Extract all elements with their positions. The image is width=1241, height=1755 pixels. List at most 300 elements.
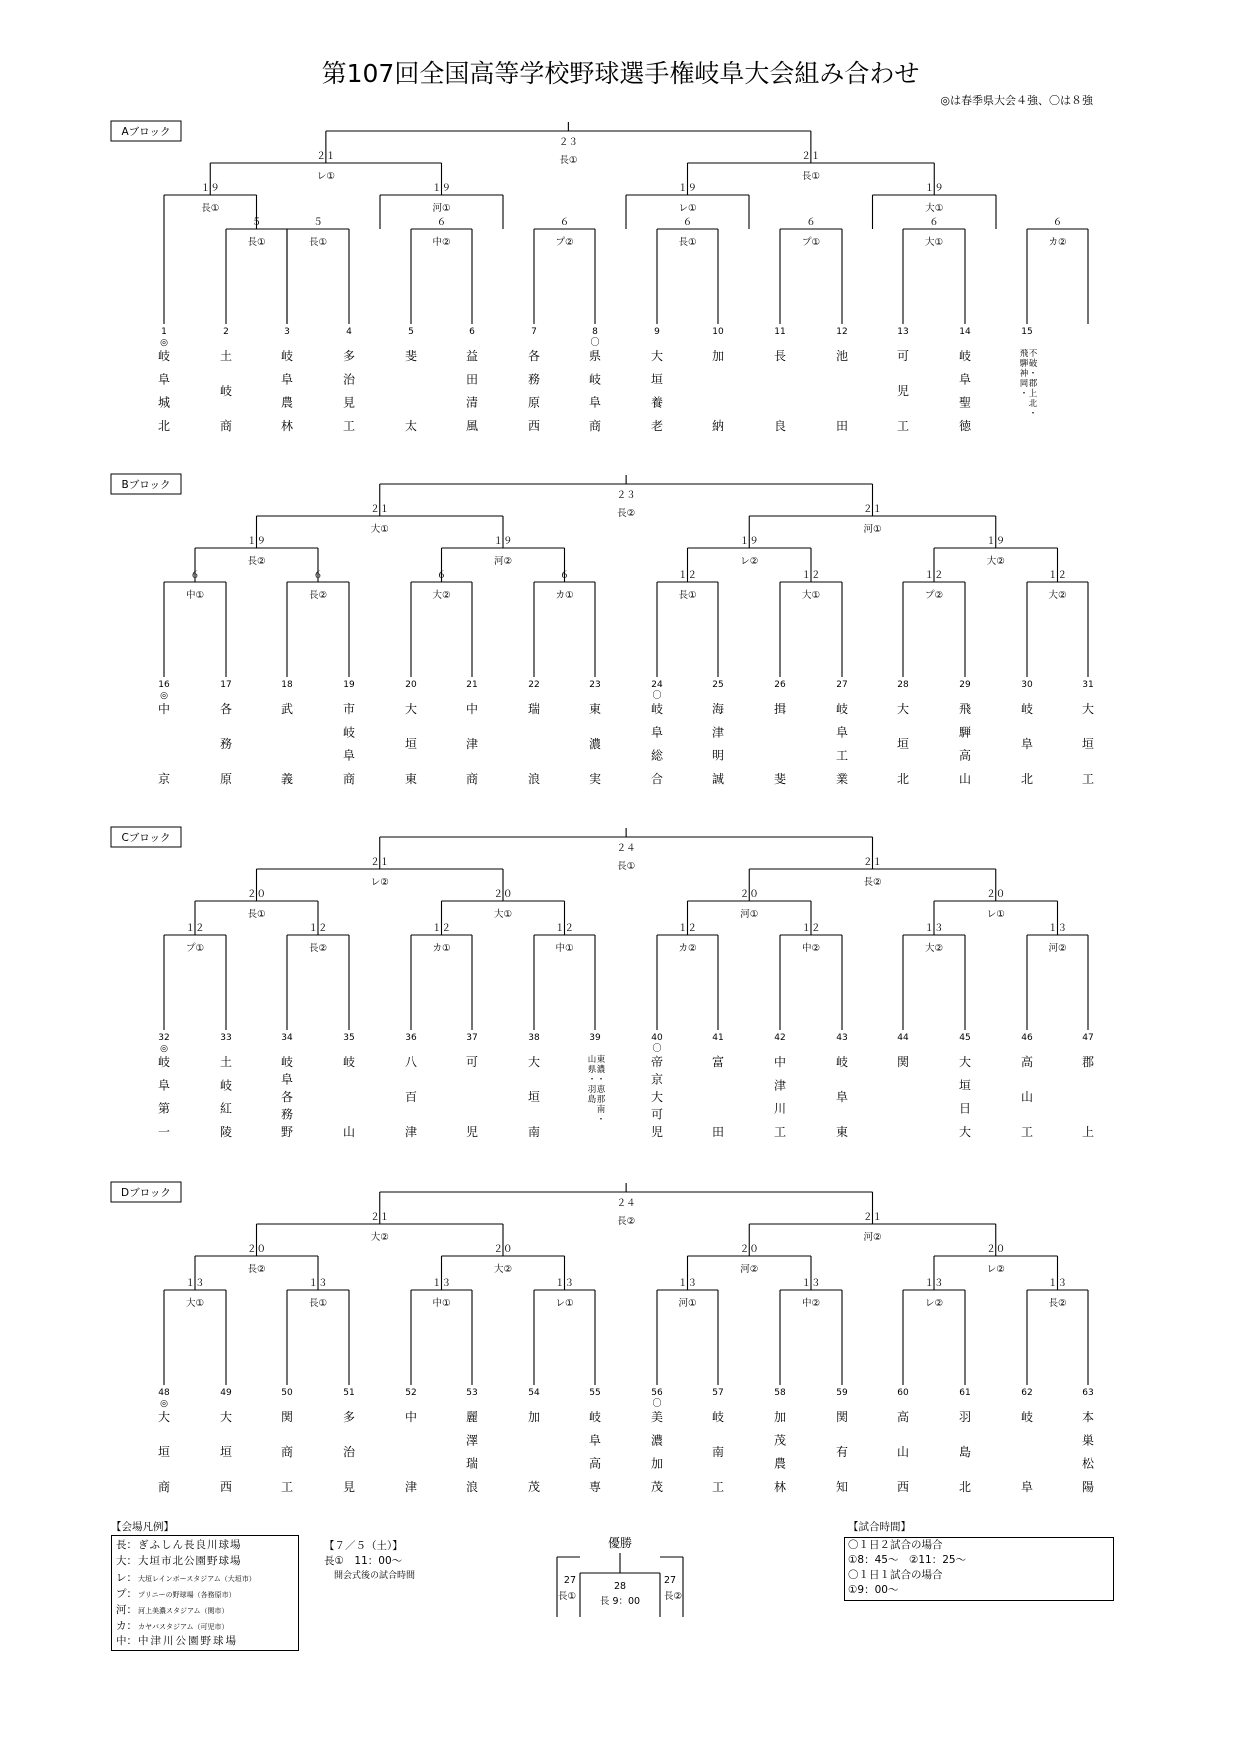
semifinal-date: ２１ xyxy=(801,151,821,162)
team-name-char: 濃 xyxy=(650,1433,664,1448)
team-name-char: 揖 xyxy=(773,702,787,716)
team-name-char: 海 xyxy=(711,702,725,716)
team-name-char: 見 xyxy=(342,395,356,410)
round2-date: ６ xyxy=(559,570,570,581)
round3-date: ２０ xyxy=(246,1244,267,1255)
team-name-char: 一 xyxy=(157,1125,171,1139)
team-number: 33 xyxy=(220,1033,232,1043)
team-name-char: 田 xyxy=(465,372,479,387)
team-number: 4 xyxy=(346,327,352,337)
team-name-char: 岐 xyxy=(1020,702,1034,716)
round2-date: ６ xyxy=(559,217,570,228)
round3-date: １９ xyxy=(924,183,944,194)
team-name-char: 澤 xyxy=(465,1433,479,1448)
round2-date: ６ xyxy=(806,217,816,228)
team-number: 13 xyxy=(897,327,909,337)
round3-venue: 長② xyxy=(247,1264,266,1275)
venue-item: 大：大垣市北公園野球場 xyxy=(116,1555,242,1567)
block-label: Bブロック xyxy=(121,479,171,491)
team-name-char: 茂 xyxy=(650,1480,664,1494)
champ-final-venue: 長 9：00 xyxy=(599,1596,641,1607)
round2-venue: 大① xyxy=(801,590,821,601)
championship-label: 優勝 xyxy=(607,1536,633,1550)
team-number: 14 xyxy=(959,327,971,337)
team-name-char: 土 xyxy=(219,349,233,363)
times-line: 〇１日２試合の場合 xyxy=(848,1539,943,1551)
team-name-char: 阜 xyxy=(835,1090,849,1104)
team-name-char: 岐 xyxy=(588,372,602,387)
team-name-char: 西 xyxy=(527,419,541,433)
round2-venue: 長① xyxy=(308,1298,328,1309)
team-name-char: 東 xyxy=(835,1125,849,1139)
round3-venue: 河① xyxy=(432,203,451,214)
team-name-char: 東 xyxy=(588,702,602,716)
team-name-char: 各 xyxy=(219,702,233,716)
team-name-char: 北 xyxy=(157,419,171,433)
round2-date: １３ xyxy=(677,1278,698,1289)
semifinal-date: ２１ xyxy=(862,504,883,515)
semifinal-venue: レ② xyxy=(370,877,389,888)
team-name-char: 商 xyxy=(465,772,479,786)
team-name-char: 業 xyxy=(835,772,849,786)
team-name-char: 阜 xyxy=(157,372,171,387)
team-number: 37 xyxy=(466,1033,478,1043)
venue-legend-heading: 【会場凡例】 xyxy=(111,1521,174,1533)
team-number: 60 xyxy=(897,1388,909,1398)
round2-venue: カ① xyxy=(432,943,451,954)
team-name-char: 垣 xyxy=(650,372,664,387)
semifinal-date: ２１ xyxy=(370,857,390,868)
team-name-char: 瑞 xyxy=(465,1456,479,1471)
team-number: 39 xyxy=(589,1033,601,1043)
team-name-char: 瑞 xyxy=(527,702,541,716)
team-number: 55 xyxy=(589,1388,601,1398)
team-name-char: 城 xyxy=(157,395,171,410)
team-name-char: 北 xyxy=(896,772,910,786)
team-name-char: 郡 xyxy=(1081,1055,1095,1069)
team-name-char: 島 xyxy=(587,1095,597,1105)
team-name-char: 上 xyxy=(1028,389,1038,399)
team-name-char: 工 xyxy=(835,748,849,763)
team-number: 43 xyxy=(836,1033,848,1043)
team-name-char: 山 xyxy=(958,772,972,786)
seed-note: ◎は春季県大会４強、〇は８強 xyxy=(940,94,1093,107)
round2-date: ５ xyxy=(313,217,323,228)
round3-venue: 長② xyxy=(247,556,266,567)
team-number: 52 xyxy=(405,1388,417,1398)
semifinal-date: ２１ xyxy=(316,151,336,162)
team-name-char: 巣 xyxy=(1081,1433,1095,1448)
team-name-char: 知 xyxy=(835,1480,849,1494)
team-name-char: 阜 xyxy=(1020,1480,1034,1494)
round2-date: ６ xyxy=(929,217,939,228)
round3-venue: 河② xyxy=(493,556,513,567)
team-name-char: 農 xyxy=(280,395,294,410)
team-number: 54 xyxy=(528,1388,540,1398)
team-name-char: 騨 xyxy=(958,725,972,740)
round2-date: ５ xyxy=(251,217,262,228)
team-number: 12 xyxy=(836,327,848,337)
team-name-char: ・ xyxy=(1019,389,1029,399)
team-name-char: 京 xyxy=(157,772,171,786)
round2-venue: レ① xyxy=(555,1298,574,1309)
block-label: Dブロック xyxy=(121,1187,171,1199)
team-name-char: 垣 xyxy=(1081,737,1095,751)
round2-date: ６ xyxy=(682,217,693,228)
round2-date: １２ xyxy=(431,923,452,934)
team-name-char: 帝 xyxy=(650,1055,664,1069)
round3-venue: 大② xyxy=(493,1264,513,1275)
team-number: 47 xyxy=(1082,1033,1094,1043)
team-name-char: 飛 xyxy=(1019,349,1029,359)
team-name-char: 北 xyxy=(1028,399,1038,409)
team-name-char: 岐 xyxy=(157,1055,171,1069)
team-number: 44 xyxy=(897,1033,909,1043)
team-number: 48 xyxy=(158,1388,170,1398)
team-name-char: 大 xyxy=(219,1410,233,1424)
semifinal-venue: 河② xyxy=(863,1232,882,1243)
round2-venue: 長① xyxy=(308,237,328,248)
team-name-char: 大 xyxy=(157,1410,171,1424)
team-name-char: 岐 xyxy=(280,1055,294,1069)
round3-date: ２０ xyxy=(739,1244,759,1255)
team-name-char: 原 xyxy=(219,772,233,786)
team-name-char: 岡 xyxy=(1019,379,1029,389)
team-name-char: ・ xyxy=(596,1075,606,1085)
team-name-char: 県 xyxy=(587,1065,597,1075)
times-line: ①9：00～ xyxy=(848,1584,899,1596)
team-number: 46 xyxy=(1021,1033,1033,1043)
team-name-char: 徳 xyxy=(958,419,972,433)
team-number: 15 xyxy=(1021,327,1033,337)
team-name-char: 百 xyxy=(404,1090,418,1104)
team-name-char: 島 xyxy=(958,1445,972,1459)
team-name-char: 津 xyxy=(465,737,479,751)
team-name-char: 斐 xyxy=(773,772,787,786)
team-name-char: 岐 xyxy=(711,1410,725,1424)
team-name-char: 岐 xyxy=(588,1410,602,1424)
team-name-char: 市 xyxy=(342,702,356,716)
team-number: 9 xyxy=(654,327,660,337)
team-name-char: 加 xyxy=(711,349,725,363)
semifinal-venue: 河① xyxy=(863,524,882,535)
team-name-char: 中 xyxy=(157,702,171,716)
round2-date: １３ xyxy=(431,1278,452,1289)
final-date: ２３ xyxy=(558,137,578,148)
round2-date: １３ xyxy=(1047,923,1068,934)
team-name-char: 児 xyxy=(896,384,910,398)
team-name-char: 各 xyxy=(280,1090,294,1104)
team-name-char: 清 xyxy=(465,395,479,410)
team-number: 50 xyxy=(281,1388,293,1398)
venue-item: 河：河上美濃スタジアム（関市） xyxy=(116,1604,229,1616)
team-name-char: 南 xyxy=(527,1125,541,1139)
team-name-char: 羽 xyxy=(958,1410,972,1424)
team-number: 11 xyxy=(774,327,786,337)
round2-venue: 大② xyxy=(1048,590,1067,601)
team-number: 6 xyxy=(469,327,475,337)
team-name-char: 日 xyxy=(958,1101,972,1116)
round2-venue: 中② xyxy=(801,943,821,954)
team-name-char: 田 xyxy=(711,1125,725,1139)
round3-date: ２０ xyxy=(986,889,1006,900)
final-venue: 長② xyxy=(617,508,636,519)
team-name-char: 浪 xyxy=(465,1480,479,1494)
round2-venue: 河② xyxy=(1048,943,1067,954)
round3-date: １９ xyxy=(246,536,267,547)
team-name-char: 林 xyxy=(280,419,294,433)
round2-venue: 大② xyxy=(432,590,451,601)
team-number: 34 xyxy=(281,1033,293,1043)
champ-right-venue: 長② xyxy=(664,1591,683,1602)
round3-date: ２０ xyxy=(739,889,759,900)
seed-mark: ◎ xyxy=(160,338,168,348)
team-name-char: 林 xyxy=(773,1480,787,1494)
round2-venue: 中② xyxy=(432,237,451,248)
round3-venue: 河① xyxy=(740,909,759,920)
venue-item: レ：大垣レインボースタジアム（大垣市） xyxy=(116,1572,256,1584)
team-number: 61 xyxy=(959,1388,971,1398)
team-name-char: 不 xyxy=(1028,349,1038,359)
team-number: 22 xyxy=(528,680,540,690)
round2-venue: 中① xyxy=(185,590,205,601)
team-name-char: 実 xyxy=(588,772,602,786)
team-name-char: 恵 xyxy=(596,1085,606,1095)
opening-day xyxy=(324,1539,415,1584)
team-name-char: 西 xyxy=(219,1480,233,1494)
team-number: 16 xyxy=(158,680,170,690)
round3-date: １９ xyxy=(986,536,1006,547)
team-name-char: 益 xyxy=(465,349,479,363)
team-name-char: 各 xyxy=(527,349,541,363)
team-name-char: 高 xyxy=(588,1456,602,1471)
team-number: 5 xyxy=(408,327,414,337)
team-name-char: 富 xyxy=(711,1055,725,1069)
team-name-char: 濃 xyxy=(596,1065,606,1075)
team-number: 17 xyxy=(220,680,232,690)
team-name-char: 南 xyxy=(711,1445,725,1459)
team-name-char: 山 xyxy=(896,1445,910,1459)
team-name-char: 土 xyxy=(219,1055,233,1069)
team-name-char: 工 xyxy=(1081,772,1095,786)
team-name-char: 羽 xyxy=(587,1085,597,1095)
semifinal-date: ２１ xyxy=(370,504,390,515)
round3-date: ２０ xyxy=(246,889,267,900)
team-name-char: 東 xyxy=(404,772,418,786)
team-name-char: 加 xyxy=(773,1410,787,1424)
round3-venue: レ① xyxy=(986,909,1005,920)
team-name-char: 可 xyxy=(896,349,910,363)
team-name-char: 八 xyxy=(404,1055,418,1069)
round2-venue: 長① xyxy=(247,237,266,248)
team-name-char: 濃 xyxy=(588,737,602,751)
team-number: 25 xyxy=(712,680,724,690)
team-name-char: 関 xyxy=(835,1410,849,1424)
venue-item: 長：ぎふしん長良川球場 xyxy=(116,1539,242,1551)
team-number: 56 xyxy=(651,1388,663,1398)
semifinal-venue: 長② xyxy=(863,877,882,888)
team-name-char: 風 xyxy=(465,419,479,433)
team-name-char: 務 xyxy=(280,1107,294,1122)
round2-date: １２ xyxy=(554,923,575,934)
round2-date: １２ xyxy=(677,923,698,934)
team-name-char: 岐 xyxy=(342,1055,356,1069)
team-name-char: ・ xyxy=(596,1115,606,1125)
team-name-char: 工 xyxy=(280,1480,294,1494)
team-number: 29 xyxy=(959,680,971,690)
team-name-char: 東 xyxy=(596,1055,606,1065)
final-date: ２４ xyxy=(616,843,636,854)
team-name-char: 阜 xyxy=(958,372,972,387)
team-name-char: 垣 xyxy=(404,737,418,751)
team-name-char: 垣 xyxy=(157,1445,171,1459)
team-name-char: 養 xyxy=(650,395,664,410)
times-line: ①8：45～ ②11：25～ xyxy=(848,1554,967,1566)
round2-venue: カ② xyxy=(1048,237,1067,248)
team-name-char: 津 xyxy=(404,1125,418,1139)
team-name-char: 中 xyxy=(465,702,479,716)
team-name-char: 商 xyxy=(219,419,233,433)
team-name-char: 麗 xyxy=(465,1410,479,1424)
team-name-char: 武 xyxy=(280,702,294,716)
round2-date: １３ xyxy=(924,1278,944,1289)
semifinal-venue: 大① xyxy=(370,524,389,535)
team-number: 51 xyxy=(343,1388,355,1398)
venue-item: プ：プリニーの野球場（各務原市） xyxy=(116,1588,236,1600)
team-name-char: 老 xyxy=(650,419,664,433)
team-name-char: ・ xyxy=(587,1075,597,1085)
round2-date: １２ xyxy=(1047,570,1068,581)
round2-venue: レ② xyxy=(924,1298,944,1309)
team-number: 40 xyxy=(651,1033,663,1043)
round2-venue: 大② xyxy=(924,943,944,954)
team-name-char: 阜 xyxy=(157,1078,171,1093)
round2-venue: カ① xyxy=(555,590,574,601)
round2-date: ６ xyxy=(436,570,447,581)
team-name-char: 本 xyxy=(1081,1410,1095,1424)
team-name-char: 大 xyxy=(527,1055,541,1069)
round2-date: １２ xyxy=(677,570,698,581)
team-name-char: 上 xyxy=(1081,1125,1095,1139)
team-name-char: 商 xyxy=(280,1445,294,1459)
team-name-char: 可 xyxy=(465,1055,479,1069)
opening-game: 長① 11：00～ xyxy=(324,1555,403,1567)
team-name-char: 山 xyxy=(1020,1090,1034,1104)
round2-venue: プ② xyxy=(924,590,944,601)
team-name-char: 務 xyxy=(527,372,541,387)
team-name-char: 北 xyxy=(1020,772,1034,786)
team-name-char: 大 xyxy=(1081,702,1095,716)
team-name-char: 西 xyxy=(896,1480,910,1494)
team-name-char: 長 xyxy=(773,349,787,363)
round2-date: １２ xyxy=(801,923,821,934)
team-name-char: 岐 xyxy=(1020,1410,1034,1424)
round2-venue: 中① xyxy=(432,1298,451,1309)
team-name-char: 加 xyxy=(650,1456,664,1471)
round2-date: １３ xyxy=(185,1278,205,1289)
seed-mark: 〇 xyxy=(590,338,600,348)
opening-note: 開会式後の試合時間 xyxy=(334,1571,416,1581)
round3-venue: 大① xyxy=(493,909,513,920)
team-name-char: 大 xyxy=(958,1055,972,1069)
team-name-char: 田 xyxy=(835,419,849,433)
team-name-char: 多 xyxy=(342,1410,356,1424)
team-name-char: 第 xyxy=(157,1101,171,1116)
team-name-char: 関 xyxy=(896,1055,910,1069)
team-name-char: 茂 xyxy=(773,1433,787,1448)
team-name-char: 太 xyxy=(404,419,418,433)
team-name-char: 工 xyxy=(896,419,910,433)
champ-final-date: 28 xyxy=(613,1581,627,1592)
team-name-char: 合 xyxy=(650,772,664,786)
team-name-char: 専 xyxy=(588,1480,602,1494)
team-name-char: 聖 xyxy=(958,395,972,410)
team-number: 63 xyxy=(1082,1388,1094,1398)
team-name-char: 岐 xyxy=(835,702,849,716)
team-name-char: 山 xyxy=(587,1055,597,1065)
team-number: 42 xyxy=(774,1033,786,1043)
round2-venue: プ① xyxy=(185,943,205,954)
round2-venue: カ② xyxy=(678,943,697,954)
team-name-char: 川 xyxy=(773,1101,787,1116)
semifinal-venue: レ① xyxy=(316,171,335,182)
team-name-char: 大 xyxy=(650,1090,664,1104)
seed-mark: 〇 xyxy=(652,1399,662,1409)
team-name-char: 騨 xyxy=(1019,359,1029,369)
team-name-char: 県 xyxy=(588,349,602,363)
team-name-char: 商 xyxy=(588,419,602,433)
team-name-char: 那 xyxy=(596,1095,606,1105)
team-name-char: 阜 xyxy=(280,372,294,387)
team-name-char: 大 xyxy=(958,1125,972,1139)
block-label: Cブロック xyxy=(121,832,171,844)
team-name-char: 工 xyxy=(711,1480,725,1494)
team-name-char: 阜 xyxy=(280,1072,294,1087)
team-name-char: 可 xyxy=(650,1107,664,1122)
champ-left-date: 27 xyxy=(563,1575,576,1586)
team-name-char: 津 xyxy=(773,1078,787,1093)
seed-mark: ◎ xyxy=(160,691,168,701)
round2-date: １３ xyxy=(308,1278,328,1289)
round2-date: ６ xyxy=(1052,217,1063,228)
team-name-char: 垣 xyxy=(527,1090,541,1104)
team-name-char: 工 xyxy=(773,1125,787,1139)
team-name-char: 北 xyxy=(958,1480,972,1494)
team-name-char: 関 xyxy=(280,1410,294,1424)
team-number: 28 xyxy=(897,680,909,690)
round2-venue: 中① xyxy=(555,943,574,954)
round3-date: １９ xyxy=(200,183,220,194)
team-name-char: 高 xyxy=(1020,1055,1034,1069)
venue-item: カ：カヤバスタジアム（可児市） xyxy=(116,1620,229,1632)
team-number: 10 xyxy=(712,327,724,337)
round3-date: ２０ xyxy=(493,1244,513,1255)
team-number: 35 xyxy=(343,1033,355,1043)
round3-date: １９ xyxy=(431,183,452,194)
team-name-char: 阜 xyxy=(342,748,356,763)
round2-venue: 大① xyxy=(185,1298,205,1309)
round2-date: ６ xyxy=(313,570,323,581)
team-name-char: 阜 xyxy=(1020,737,1034,751)
round3-venue: レ② xyxy=(740,556,759,567)
team-number: 30 xyxy=(1021,680,1033,690)
team-name-char: 津 xyxy=(711,725,725,740)
round2-date: １２ xyxy=(185,923,205,934)
team-name-char: 高 xyxy=(958,748,972,763)
team-number: 53 xyxy=(466,1388,478,1398)
team-name-char: ・ xyxy=(1028,369,1038,379)
seed-mark: 〇 xyxy=(652,691,662,701)
